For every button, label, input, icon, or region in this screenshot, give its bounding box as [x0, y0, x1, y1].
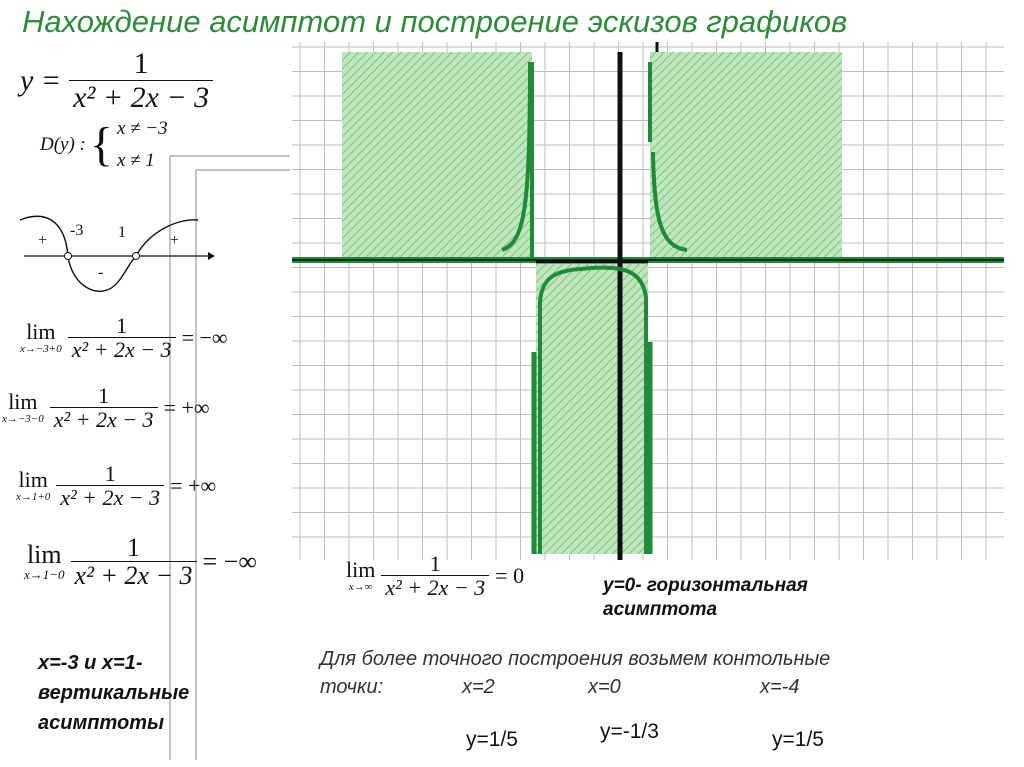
limit-4-operator: lim x→1−0: [24, 540, 65, 583]
sign-plus-left: +: [38, 232, 48, 249]
limit-4-result: = −∞: [202, 547, 257, 577]
limit-3-operator: lim x→1+0: [16, 467, 51, 504]
limit-infinity: [346, 552, 524, 600]
domain-condition-2: x ≠ 1: [116, 150, 155, 171]
shade-region-middle: [536, 264, 648, 554]
control-y-3: y=1/5: [772, 728, 824, 751]
sign-root-1: -3: [70, 222, 84, 239]
control-y-2: y=-1/3: [600, 720, 659, 743]
shade-region-left: [342, 52, 532, 260]
limit-infinity-result: = 0: [495, 563, 525, 589]
limit-2-fraction: $\frac{1}{\text{x² + 2x − 3}}$: [50, 384, 158, 432]
asymptote-graph: [292, 42, 1004, 560]
frame-lines: [160, 150, 300, 190]
sign-plus-right: +: [170, 232, 180, 249]
function-numerator: 1: [133, 47, 149, 80]
limit-3-fraction: $\frac{1}{\text{x² + 2x − 3}}$: [56, 462, 164, 510]
vertical-asymptotes-note: x=-3 и x=1- вертикальные асимптоты: [38, 652, 190, 734]
limit-1-fraction: $\frac{1}{\text{x² + 2x − 3}}$: [68, 314, 176, 362]
control-x-3: x=-4: [760, 676, 800, 698]
shade-region-right: [650, 52, 842, 260]
domain-condition-1: x ≠ −3: [116, 118, 168, 139]
limit-2: [2, 384, 210, 432]
function-formula: [20, 48, 213, 114]
limit-4-fraction: $\frac{1}{\text{x² + 2x − 3}}$: [71, 534, 197, 591]
control-x-1: x=2: [462, 676, 495, 698]
limit-2-operator: lim x→−3−0: [2, 389, 44, 426]
page-title: Нахождение асимптот и построение эскизов графиков: [22, 4, 848, 39]
limit-3: [16, 462, 216, 510]
limit-infinity-fraction: $\frac{1}{\text{x² + 2x − 3}}$: [381, 552, 489, 600]
function-lhs: y =: [20, 63, 62, 97]
limit-3-result: = +∞: [170, 473, 217, 499]
domain-brace: {: [89, 118, 113, 171]
domain-label: D(y) :: [40, 134, 86, 155]
control-x-2: x=0: [588, 676, 621, 698]
control-y-1: y=1/5: [466, 728, 518, 751]
limit-1: [20, 314, 228, 362]
function-denominator: x² + 2x − 3: [69, 80, 213, 114]
limit-4: [24, 534, 257, 591]
limit-2-result: = +∞: [163, 395, 210, 421]
limit-1-result: = −∞: [181, 325, 228, 351]
domain-block: [40, 118, 168, 172]
function-fraction: [69, 48, 213, 114]
sign-chart: [20, 210, 215, 300]
sign-root-2: 1: [118, 224, 126, 241]
control-points-intro: Для более точного построения возьмем контольные: [320, 648, 831, 670]
limit-1-operator: lim x→−3+0: [20, 319, 62, 356]
limit-infinity-operator: lim x→∞: [346, 557, 376, 594]
horizontal-asymptote-note: y=0- горизонтальная асимптота: [603, 575, 808, 620]
sign-minus: -: [98, 264, 104, 281]
control-points-label: точки:: [320, 676, 384, 698]
